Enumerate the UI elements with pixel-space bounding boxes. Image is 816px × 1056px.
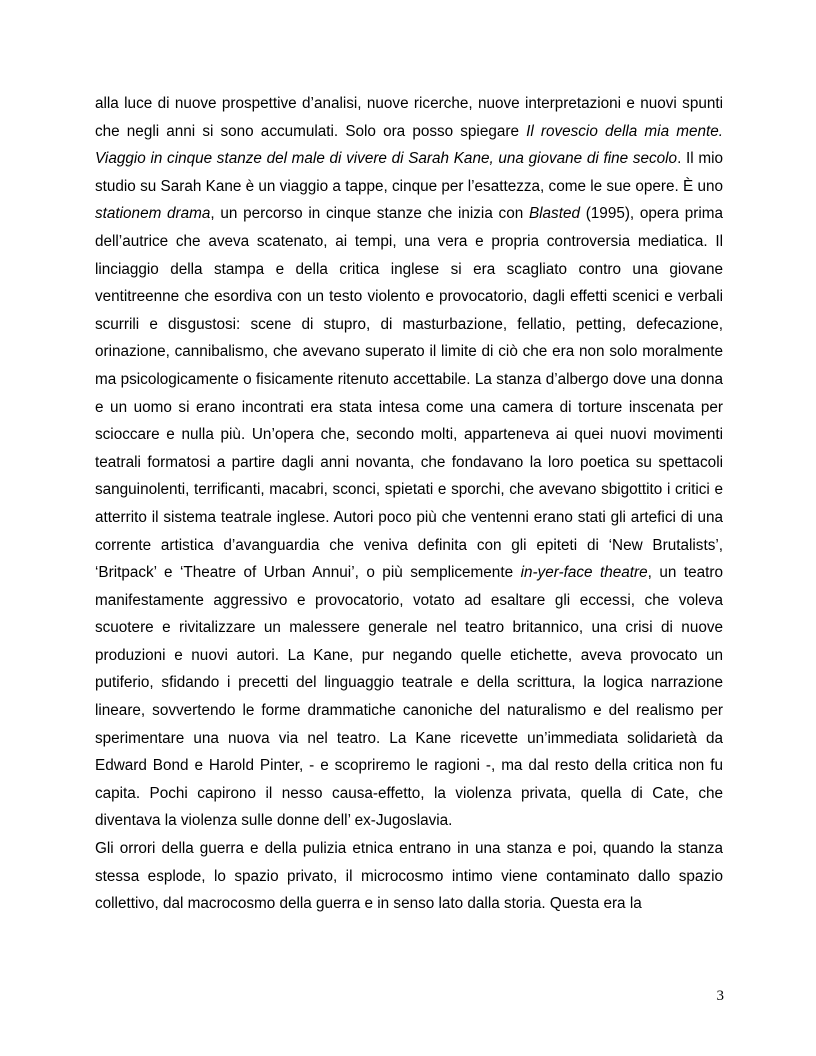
text-run: alla luce di nuove prospettive d’analisi, nuove ricerche, nuove interpretazioni e nuovi spunti che negli anni si sono accumulati. Solo ora posso spiegare — [95, 95, 723, 140]
text-run: (1995), opera prima dell’autrice che aveva scatenato, ai tempi, una vera e propria controversia mediatica. Il linciaggio della stampa e della critica inglese si era scagliato contro una giovane ventitreenne che esordiva con un testo violento e provocatorio, dagli effetti scenici e verbali scurrili e disgustosi: scene di stupro, di masturbazione, fellatio, petting, defecazione, orinazione, cannibalismo, che avevano superato il limite di ciò che era non solo moralmente ma psicologicamente o fisicamente ritenuto accettabile. La stanza d’albergo dove una donna e un uomo si erano incontrati era stata intesa come una camera di torture inscenata per scioccare e nulla più. Un’opera che, secondo molti, apparteneva ai quei nuovi movimenti teatrali formatosi a partire dagli anni novanta, che fondavano la loro poetica su spettacoli sanguinolenti, terrificanti, macabri, sconci, spietati e sporchi, che avevano sbigottito i critici e atterrito il sistema teatrale inglese. Autori poco più che ventenni erano stati gli artefici di una corrente artistica d’avanguardia che veniva definita con gli epiteti di ‘New Brutalists’, ‘Britpack’ e ‘Theatre of Urban Annui’, o più semplicemente — [95, 205, 723, 582]
paragraph-1 — [95, 90, 723, 835]
italic-title-run: Blasted — [528, 205, 580, 223]
page-number: 3 — [716, 988, 724, 1004]
italic-term-run: stationem drama — [95, 205, 211, 223]
paragraph-2 — [95, 835, 723, 918]
italic-term-run: in-yer-face theatre — [520, 564, 648, 582]
italic-title-run: Il rovescio della mia mente. Viaggio in cinque stanze del male di vivere di Sarah Kane, una giovane di fine secolo — [95, 122, 723, 168]
text-run: . Il mio studio su Sarah Kane è un viaggio a tappe, cinque per l’esattezza, come le sue opere. È uno — [95, 150, 723, 195]
text-run: , un teatro manifestamente aggressivo e provocatorio, votato ad esaltare gli eccessi, che voleva scuotere e rivitalizzare un malessere generale nel teatro britannico, una crisi di nuove produzioni e nuovi autori. La Kane, pur negando quelle etichette, aveva provocato un putiferio, sfidando i precetti del linguaggio teatrale e della scrittura, la logica narrazione lineare, sovvertendo le forme drammatiche canoniche del naturalismo e del realismo per sperimentare una nuova via nel teatro. La Kane ricevette un’immediata solidarietà da Edward Bond e Harold Pinter, - e scopriremo le ragioni -, ma dal resto della critica non fu capita. Pochi capirono il nesso causa-effetto, la violenza privata, quella di Cate, che diventava la violenza sulle donne dell’ ex-Jugoslavia. — [95, 564, 723, 830]
body-text — [95, 90, 723, 918]
text-run: , un percorso in cinque stanze che inizia con — [210, 205, 529, 223]
text-run: Gli orrori della guerra e della pulizia etnica entrano in una stanza e poi, quando la stanza stessa esplode, lo spazio privato, il microcosmo intimo viene contaminato dallo spazio collettivo, dal macrocosmo della guerra e in senso lato dalla storia. Questa era la — [95, 840, 723, 913]
